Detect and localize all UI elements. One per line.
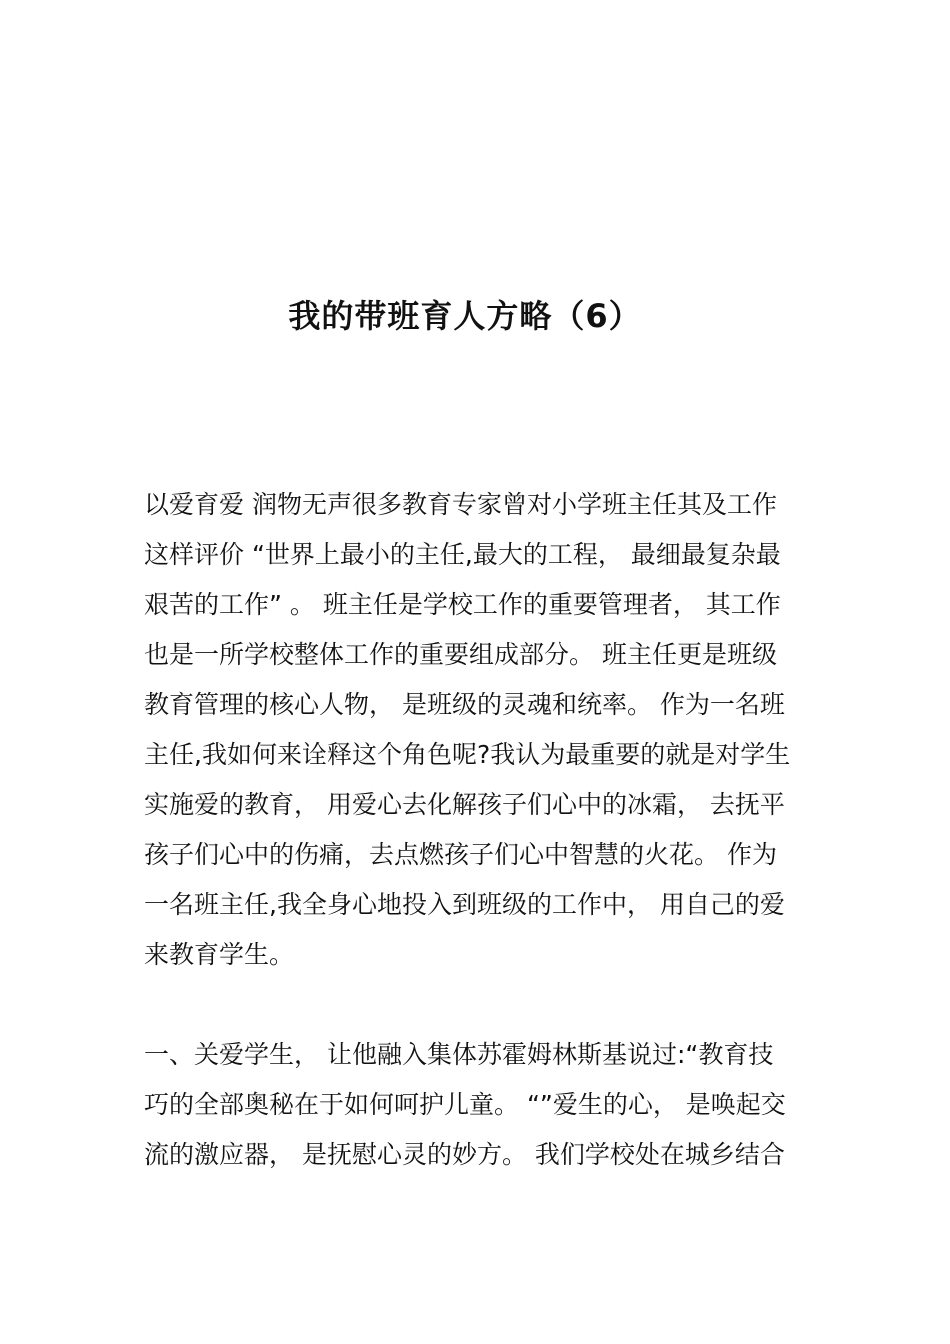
paragraph-intro [144,480,810,980]
paragraph-line: 来教育学生。 [144,940,295,969]
document-title: 我的带班育人方略（6） [288,297,642,335]
paragraph-section-one [144,1030,810,1180]
paragraph-line: 一、关爱学生， 让他融入集体苏霍姆林斯基说过:“教育技 [144,1040,774,1069]
paragraph-line: 巧的全部奥秘在于如何呵护儿童。 “”爱生的心， 是唤起交 [144,1090,786,1119]
paragraph-line: 教育管理的核心人物， 是班级的灵魂和统率。 作为一名班 [144,690,785,719]
paragraph-line: 主任,我如何来诠释这个角色呢?我认为最重要的就是对学生 [144,740,791,769]
paragraph-line: 也是一所学校整体工作的重要组成部分。 班主任更是班级 [144,640,777,669]
paragraph-line: 孩子们心中的伤痛，去点燃孩子们心中智慧的火花。 作为 [144,840,777,869]
paragraph-line: 一名班主任,我全身心地投入到班级的工作中， 用自己的爱 [144,890,785,919]
paragraph-line: 这样评价 “世界上最小的主任,最大的工程， 最细最复杂最 [144,540,781,569]
paragraph-line: 艰苦的工作” 。 班主任是学校工作的重要管理者， 其工作 [144,590,781,619]
paragraph-line: 流的激应器， 是抚慰心灵的妙方。 我们学校处在城乡结合 [144,1140,785,1169]
paragraph-line: 实施爱的教育， 用爱心去化解孩子们心中的冰霜， 去抚平 [144,790,785,819]
paragraph-line: 以爱育爱 润物无声很多教育专家曾对小学班主任其及工作 [144,490,777,519]
